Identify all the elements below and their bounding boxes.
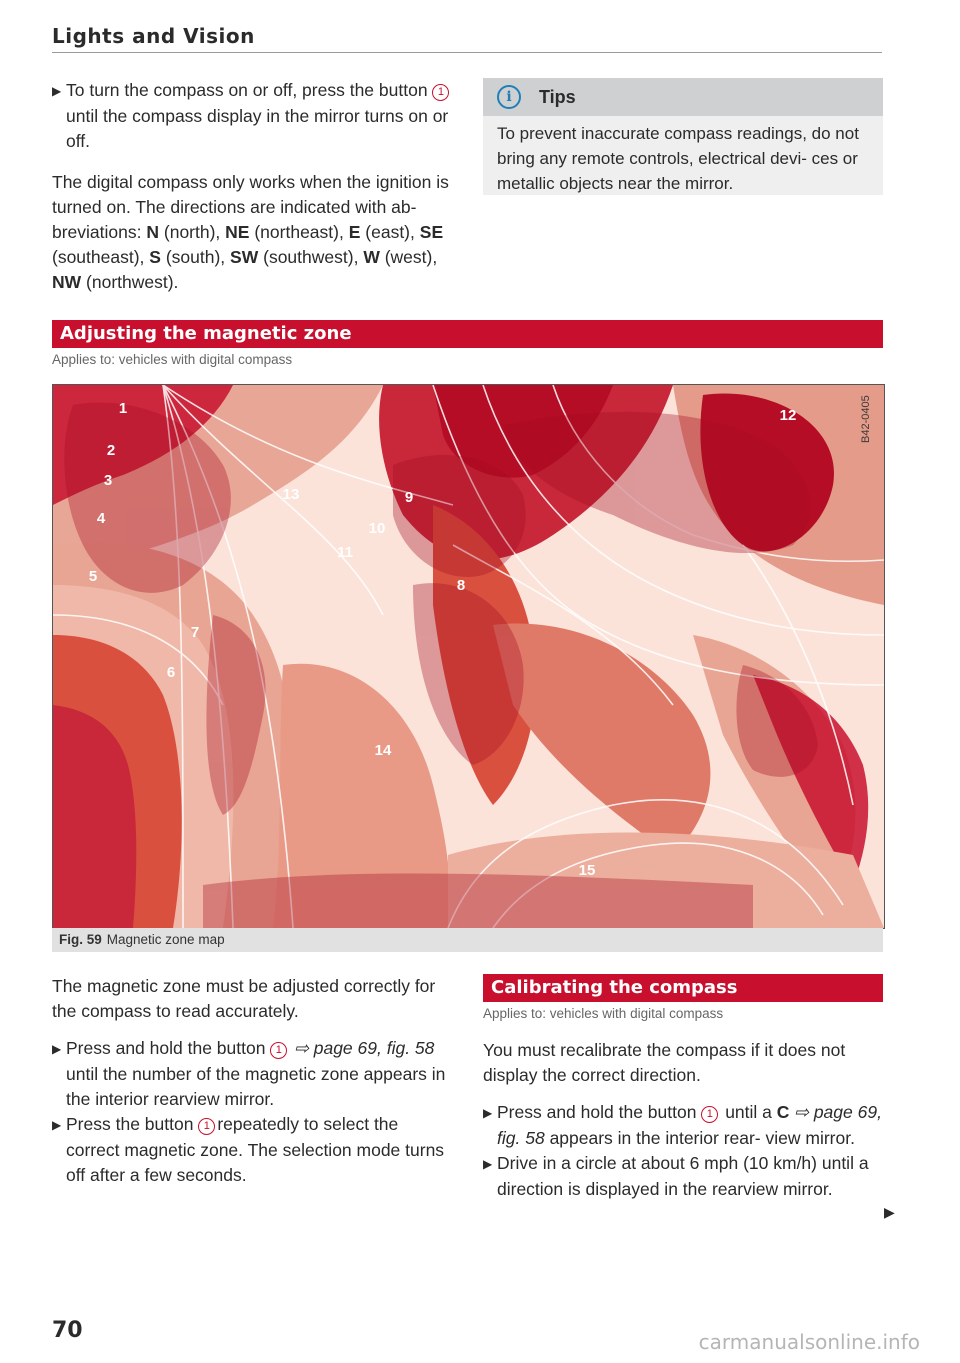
zone-label: 15 — [578, 862, 596, 879]
bullet-triangle-icon: ▶ — [483, 1157, 493, 1171]
calibrating-heading: Calibrating the compass — [483, 974, 883, 1002]
bullet-triangle-icon: ▶ — [483, 1106, 493, 1120]
left-bottom-column — [52, 974, 452, 1188]
zone-label: 1 — [118, 400, 128, 417]
section-title: Lights and Vision — [52, 24, 255, 48]
figure-caption-text: Magnetic zone map — [106, 932, 225, 947]
bullet-triangle-icon: ▶ — [52, 84, 62, 98]
bullet-press-hold: ▶ Press and hold the button 1 ⇨ page 69, fig. 58 until the number of the magnetic zone appears in the interior rearview mirror. — [52, 1038, 446, 1109]
bullet-compass-toggle: ▶ To turn the compass on or off, press the button 1until the compass display in the mirror turns on or off. — [52, 80, 449, 151]
bullet-press-hold-c: ▶ Press and hold the button 1 until a C ⇨ page 69, fig. 58 appears in the interior rear- view mirror. — [483, 1102, 882, 1148]
figure-label: Fig. 59 — [59, 932, 102, 947]
info-icon: i — [497, 85, 521, 109]
tips-body: To prevent inaccurate compass readings, do not bring any remote controls, electrical devi- ces or metallic objects near the mirror. — [497, 124, 859, 193]
magnetic-zone-map — [52, 384, 885, 929]
bullet-triangle-icon: ▶ — [52, 1118, 62, 1132]
zone-label: 7 — [190, 624, 200, 641]
zone-map-svg — [53, 385, 884, 928]
button-1-icon: 1 — [432, 84, 449, 101]
magnetic-zone-heading: Adjusting the magnetic zone — [52, 320, 883, 348]
calibrating-intro-paragraph: You must recalibrate the compass if it does not display the correct direction. — [483, 1040, 846, 1085]
zone-label: 3 — [103, 472, 113, 489]
page-reference-link[interactable]: ⇨ page 69, fig. 58 — [497, 1102, 882, 1148]
right-bottom-column — [483, 1038, 883, 1202]
bullet-drive-circle: ▶ Drive in a circle at about 6 mph (10 km/h) until a direction is displayed in the rearview mirror. — [483, 1153, 869, 1199]
zone-label: 11 — [337, 544, 353, 561]
bullet-press-repeatedly: ▶ Press the button 1 repeatedly to select the correct magnetic zone. The selection mode turns off after a few seconds. — [52, 1114, 445, 1185]
zone-label: 14 — [374, 742, 392, 759]
button-1-icon: 1 — [198, 1118, 215, 1135]
figure-caption — [52, 928, 883, 952]
button-1-icon: 1 — [701, 1106, 718, 1123]
zone-label: 4 — [96, 510, 106, 527]
tips-title: Tips — [539, 86, 576, 107]
zone-label: 8 — [456, 577, 466, 594]
button-1-icon: 1 — [270, 1042, 287, 1059]
zone-label: 2 — [106, 442, 116, 459]
tips-header — [483, 78, 883, 116]
watermark: carmanualsonline.info — [698, 1330, 920, 1354]
zone-label: 10 — [368, 520, 386, 537]
page-number: 70 — [52, 1318, 83, 1343]
zone-label: 6 — [166, 664, 176, 681]
zone-label: 9 — [404, 489, 414, 506]
left-top-column — [52, 78, 452, 295]
bullet-triangle-icon: ▶ — [52, 1042, 62, 1056]
zone-label: 12 — [779, 407, 797, 424]
tips-box — [483, 78, 883, 195]
calibrating-applies-to: Applies to: vehicles with digital compass — [483, 1006, 724, 1021]
header-rule — [52, 52, 882, 53]
zone-label: 13 — [282, 486, 300, 503]
magnetic-intro-paragraph: The magnetic zone must be adjusted correctly for the compass to read accurately. — [52, 976, 436, 1021]
magnetic-applies-to: Applies to: vehicles with digital compass — [52, 352, 293, 367]
zone-label: 5 — [88, 568, 98, 585]
continue-arrow-icon: ▶ — [884, 1204, 895, 1220]
direction-paragraph: The digital compass only works when the ignition is turned on. The directions are indicated with ab- breviations: N (north), NE (northeast), E (east), SE (southeast), S (south), SW (southwest), W (west), NW (northwest). — [52, 172, 449, 292]
page-reference-link[interactable]: ⇨ page 69, fig. 58 — [294, 1038, 435, 1058]
figure-code: B42-0405 — [860, 395, 872, 443]
